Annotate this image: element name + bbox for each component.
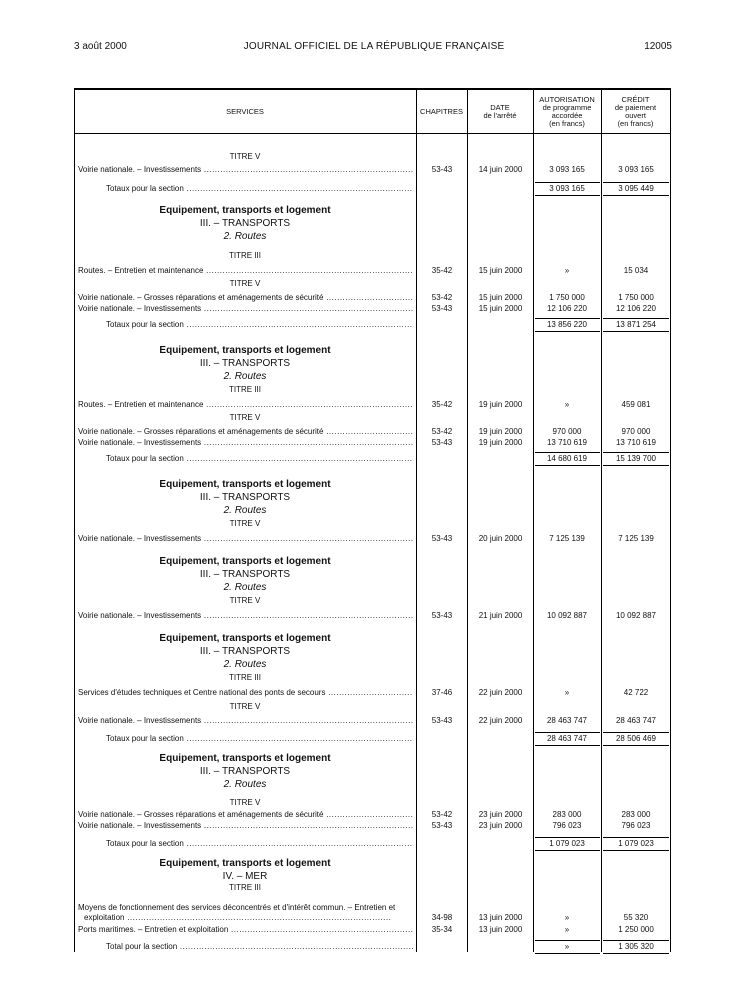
table-row — [74, 399, 671, 410]
section-subsection: 2. Routes — [223, 505, 267, 516]
credit-cell: 42 722 — [623, 688, 649, 697]
table-row — [74, 533, 671, 544]
titre-heading: TITRE III — [229, 385, 261, 394]
section-subtitle: III. – TRANSPORTS — [199, 492, 291, 503]
row-label: Voirie nationale. – Investissements ..... — [78, 533, 413, 544]
credit-cell: 13 710 619 — [615, 438, 657, 447]
section-title: Equipement, transports et logement — [159, 858, 331, 869]
chapitre-cell: 53-43 — [431, 438, 453, 447]
date-cell: 14 juin 2000 — [478, 165, 523, 174]
credit-cell: 3 095 449 — [618, 184, 654, 193]
section-subsection: 2. Routes — [223, 659, 267, 670]
credit-cell: 13 871 254 — [615, 320, 657, 329]
section-subtitle: IV. – MER — [222, 871, 268, 882]
row-label: Voirie nationale. – Grosses réparations et aménagements de sécurité ..... — [78, 426, 413, 437]
total-rule — [535, 195, 600, 196]
total-rule — [535, 953, 600, 954]
date-cell: 15 juin 2000 — [478, 266, 523, 275]
total-rule — [535, 732, 600, 733]
row-label: Routes. – Entretien et maintenance ..... — [78, 265, 413, 276]
titre-heading: TITRE III — [229, 883, 261, 892]
date-cell: 13 juin 2000 — [478, 925, 523, 934]
table-row — [74, 426, 671, 437]
date-cell: 13 juin 2000 — [478, 913, 523, 922]
credit-cell: 970 000 — [621, 427, 651, 436]
autorisation-cell: » — [564, 925, 570, 934]
section-title: Equipement, transports et logement — [159, 479, 331, 490]
table-row — [74, 809, 671, 820]
autorisation-cell: 28 463 747 — [546, 734, 588, 743]
page-number: 12005 — [644, 41, 672, 52]
titre-heading: TITRE V — [229, 798, 261, 807]
section-subtitle: III. – TRANSPORTS — [199, 766, 291, 777]
autorisation-cell: » — [564, 266, 570, 275]
table-row — [74, 941, 671, 952]
table-row — [74, 610, 671, 621]
titre-heading: TITRE V — [229, 152, 261, 161]
credit-cell: 3 093 165 — [618, 165, 654, 174]
total-rule — [535, 331, 600, 332]
autorisation-cell: 283 000 — [552, 810, 582, 819]
section-subsection: 2. Routes — [223, 371, 267, 382]
autorisation-cell: 13 710 619 — [546, 438, 588, 447]
autorisation-cell: » — [564, 942, 570, 951]
credit-cell: 1 250 000 — [618, 925, 654, 934]
row-label: Totaux pour la section ..... — [106, 838, 413, 849]
section-heading — [74, 204, 416, 243]
row-label: Voirie nationale. – Investissements ..... — [78, 610, 413, 621]
section-heading — [74, 344, 416, 383]
total-rule — [603, 732, 669, 733]
chapitre-cell: 53-43 — [431, 534, 453, 543]
autorisation-cell: 3 093 165 — [549, 165, 585, 174]
chapitre-cell: 53-43 — [431, 716, 453, 725]
total-rule — [603, 850, 669, 851]
chapitre-cell: 53-43 — [431, 821, 453, 830]
autorisation-cell: 13 856 220 — [546, 320, 588, 329]
chapitre-cell: 35-42 — [431, 400, 453, 409]
section-heading — [74, 478, 416, 517]
titre-heading: TITRE V — [229, 519, 261, 528]
titre-heading: TITRE III — [229, 673, 261, 682]
total-rule — [603, 465, 669, 466]
autorisation-cell: 1 079 023 — [549, 839, 585, 848]
date-cell: 20 juin 2000 — [478, 534, 523, 543]
row-label: Total pour la section ..... — [106, 941, 413, 952]
journal-title: JOURNAL OFFICIEL DE LA RÉPUBLIQUE FRANÇAISE — [243, 41, 505, 52]
total-rule — [603, 318, 669, 319]
table-row — [74, 820, 671, 831]
section-heading — [74, 857, 416, 883]
section-subtitle: III. – TRANSPORTS — [199, 569, 291, 580]
chapitre-cell: 53-43 — [431, 165, 453, 174]
total-rule — [603, 182, 669, 183]
chapitre-cell: 53-42 — [431, 427, 453, 436]
autorisation-cell: » — [564, 913, 570, 922]
section-title: Equipement, transports et logement — [159, 753, 331, 764]
date-cell: 19 juin 2000 — [478, 427, 523, 436]
credit-cell: 28 463 747 — [615, 716, 657, 725]
table-row — [74, 437, 671, 448]
table-row — [74, 183, 671, 194]
chapitre-cell: 35-42 — [431, 266, 453, 275]
row-label: Services d'études techniques et Centre national des ponts de secours ..... — [78, 687, 413, 698]
page-date: 3 août 2000 — [74, 41, 127, 52]
col-header-autorisation: AUTORISATION de programme accordée (en francs) — [539, 95, 595, 128]
section-title: Equipement, transports et logement — [159, 205, 331, 216]
row-label: Voirie nationale. – Investissements ..... — [78, 715, 413, 726]
section-heading — [74, 752, 416, 791]
titre-heading: TITRE V — [229, 279, 261, 288]
col-header-credit: CRÉDIT de paiement ouvert (en francs) — [614, 95, 657, 128]
date-cell: 23 juin 2000 — [478, 810, 523, 819]
row-label: Voirie nationale. – Investissements ..... — [78, 164, 413, 175]
table-row — [74, 303, 671, 314]
table-row — [74, 687, 671, 698]
row-label: Totaux pour la section ..... — [106, 453, 413, 464]
chapitre-cell: 35-34 — [431, 925, 453, 934]
table-row — [74, 715, 671, 726]
titre-heading: TITRE V — [229, 413, 261, 422]
row-label: Voirie nationale. – Grosses réparations et aménagements de sécurité ..... — [78, 292, 413, 303]
autorisation-cell: 14 680 619 — [546, 454, 588, 463]
date-cell: 19 juin 2000 — [478, 400, 523, 409]
total-rule — [535, 182, 600, 183]
row-label: Routes. – Entretien et maintenance ..... — [78, 399, 413, 410]
credits-table — [74, 88, 671, 952]
credit-cell: 1 079 023 — [618, 839, 654, 848]
date-cell: 22 juin 2000 — [478, 716, 523, 725]
total-rule — [603, 953, 669, 954]
total-rule — [603, 940, 669, 941]
chapitre-cell: 34-98 — [431, 913, 453, 922]
date-cell: 15 juin 2000 — [478, 304, 523, 313]
date-cell: 21 juin 2000 — [478, 611, 523, 620]
credit-cell: 28 506 469 — [615, 734, 657, 743]
section-subtitle: III. – TRANSPORTS — [199, 218, 291, 229]
credit-cell: 15 139 700 — [615, 454, 657, 463]
titre-heading: TITRE V — [229, 596, 261, 605]
row-label: Totaux pour la section ..... — [106, 319, 413, 330]
row-label: Voirie nationale. – Investissements ..... — [78, 820, 413, 831]
section-subsection: 2. Routes — [223, 582, 267, 593]
date-cell: 22 juin 2000 — [478, 688, 523, 697]
date-cell: 19 juin 2000 — [478, 438, 523, 447]
section-title: Equipement, transports et logement — [159, 345, 331, 356]
col-header-services: SERVICES — [226, 107, 264, 116]
credit-cell: 1 305 320 — [618, 942, 654, 951]
total-rule — [603, 837, 669, 838]
credit-cell: 55 320 — [623, 913, 649, 922]
row-label: Ports maritimes. – Entretien et exploitation ..... — [78, 924, 413, 935]
credit-cell: 1 750 000 — [618, 293, 654, 302]
chapitre-cell: 53-42 — [431, 293, 453, 302]
row-label: Voirie nationale. – Grosses réparations et aménagements de sécurité ..... — [78, 809, 413, 820]
autorisation-cell: 796 023 — [552, 821, 582, 830]
table-row — [74, 292, 671, 303]
table-row — [74, 912, 671, 923]
credit-cell: 15 034 — [623, 266, 649, 275]
table-row — [74, 453, 671, 464]
chapitre-cell: 37-46 — [431, 688, 453, 697]
section-subsection: 2. Routes — [223, 779, 267, 790]
row-label: Totaux pour la section ..... — [106, 733, 413, 744]
total-rule — [603, 745, 669, 746]
titre-heading: TITRE V — [229, 702, 261, 711]
row-label: Voirie nationale. – Investissements ..... — [78, 303, 413, 314]
autorisation-cell: 3 093 165 — [549, 184, 585, 193]
autorisation-cell: » — [564, 400, 570, 409]
col-header-date: DATE de l'arrêté — [483, 103, 517, 120]
autorisation-cell: 7 125 139 — [549, 534, 585, 543]
section-subtitle: III. – TRANSPORTS — [199, 646, 291, 657]
total-rule — [535, 745, 600, 746]
chapitre-cell: 53-43 — [431, 304, 453, 313]
titre-heading: TITRE III — [229, 251, 261, 260]
table-row — [74, 265, 671, 276]
section-title: Equipement, transports et logement — [159, 556, 331, 567]
chapitre-cell: 53-43 — [431, 611, 453, 620]
credit-cell: 12 106 220 — [615, 304, 657, 313]
total-rule — [603, 195, 669, 196]
table-row — [74, 838, 671, 849]
table-row — [74, 733, 671, 744]
section-subsection: 2. Routes — [223, 231, 267, 242]
chapitre-cell: 53-42 — [431, 810, 453, 819]
section-heading — [74, 555, 416, 594]
row-label: Voirie nationale. – Investissements ..... — [78, 437, 413, 448]
total-rule — [535, 850, 600, 851]
table-row — [74, 164, 671, 175]
autorisation-cell: 28 463 747 — [546, 716, 588, 725]
credit-cell: 10 092 887 — [615, 611, 657, 620]
table-row — [74, 319, 671, 330]
credit-cell: 796 023 — [621, 821, 651, 830]
date-cell: 23 juin 2000 — [478, 821, 523, 830]
total-rule — [535, 837, 600, 838]
total-rule — [535, 940, 600, 941]
row-label: Moyens de fonctionnement des services déconcentrés et d'intérêt commun. – Entretien et — [78, 903, 396, 912]
autorisation-cell: 10 092 887 — [546, 611, 588, 620]
section-title: Equipement, transports et logement — [159, 633, 331, 644]
total-rule — [603, 331, 669, 332]
table-row — [74, 924, 671, 935]
autorisation-cell: » — [564, 688, 570, 697]
autorisation-cell: 1 750 000 — [549, 293, 585, 302]
row-label: Totaux pour la section ..... — [106, 183, 413, 194]
col-header-chapitres: CHAPITRES — [420, 107, 463, 116]
date-cell: 15 juin 2000 — [478, 293, 523, 302]
total-rule — [535, 452, 600, 453]
credit-cell: 283 000 — [621, 810, 651, 819]
section-subtitle: III. – TRANSPORTS — [199, 358, 291, 369]
autorisation-cell: 970 000 — [552, 427, 582, 436]
row-label: exploitation ..... — [84, 912, 391, 923]
total-rule — [535, 318, 600, 319]
autorisation-cell: 12 106 220 — [546, 304, 588, 313]
total-rule — [603, 452, 669, 453]
credit-cell: 459 081 — [621, 400, 651, 409]
credit-cell: 7 125 139 — [618, 534, 654, 543]
section-heading — [74, 632, 416, 671]
total-rule — [535, 465, 600, 466]
